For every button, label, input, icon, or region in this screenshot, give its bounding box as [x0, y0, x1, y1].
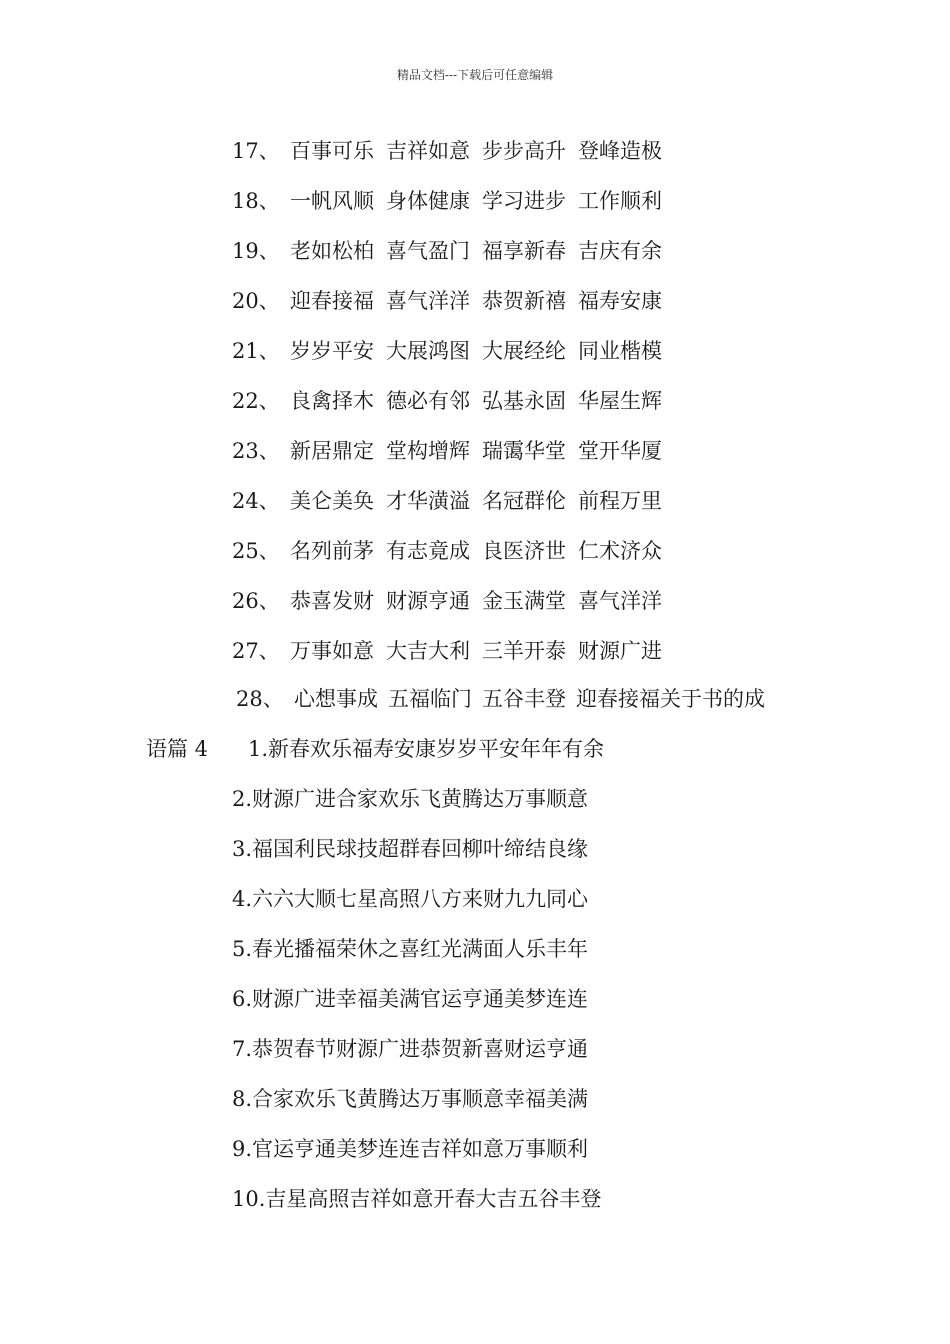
- phrase: 华屋生辉: [578, 389, 662, 413]
- phrase: 五福临门: [388, 687, 472, 711]
- list-item: [232, 484, 674, 534]
- list-item: [232, 284, 674, 334]
- phrase: 恭喜发财: [290, 589, 374, 613]
- phrase: 才华潢溢: [386, 489, 470, 513]
- page-header: 精品文档---下载后可任意编辑: [396, 68, 554, 82]
- phrase: 美仑美奂: [290, 489, 374, 513]
- item-number: 25、: [232, 539, 280, 563]
- phrase: 喜气盈门: [386, 239, 470, 263]
- phrase: 身体健康: [386, 189, 470, 213]
- phrase: 迎春接福: [576, 687, 660, 711]
- phrase: 福寿安康: [578, 289, 662, 313]
- list-item: [232, 184, 674, 234]
- list-item: [232, 384, 674, 434]
- phrase: 有志竟成: [386, 539, 470, 563]
- list-item: 6.财源广进幸福美满官运亨通美梦连连: [232, 987, 589, 1011]
- item-number: 26、: [232, 589, 280, 613]
- item-number: 27、: [232, 639, 280, 663]
- blessing-list-numbered: [232, 134, 674, 684]
- list-item: 7.恭贺春节财源广进恭贺新喜财运亨通: [232, 1037, 589, 1061]
- phrase: 吉庆有余: [578, 239, 662, 263]
- list-item: [232, 334, 674, 384]
- list-item: 3.福国利民球技超群春回柳叶缔结良缘: [232, 837, 589, 861]
- phrase: 五谷丰登: [482, 687, 566, 711]
- phrase: 堂开华厦: [578, 439, 662, 463]
- list-item: [232, 434, 674, 484]
- item-number: 21、: [232, 339, 280, 363]
- phrase: 喜气洋洋: [578, 589, 662, 613]
- phrase: 德必有邻: [386, 389, 470, 413]
- phrase: 财源广进: [578, 639, 662, 663]
- phrase: 名列前茅: [290, 539, 374, 563]
- list-item: [232, 234, 674, 284]
- phrase: 良医济世: [482, 539, 566, 563]
- section-heading-fragment: 关于书的成: [660, 687, 765, 711]
- phrase: 老如松柏: [290, 239, 374, 263]
- phrase: 万事如意: [290, 639, 374, 663]
- phrase: 仁术济众: [578, 539, 662, 563]
- phrase: 金玉满堂: [482, 589, 566, 613]
- list-item: [232, 134, 674, 184]
- phrase: 一帆风顺: [290, 189, 374, 213]
- list-item: 1.新春欢乐福寿安康岁岁平安年年有余: [248, 737, 605, 761]
- item-number: 24、: [232, 489, 280, 513]
- phrase: 福享新春: [482, 239, 566, 263]
- item-number: 17、: [232, 139, 280, 163]
- list-item: [232, 534, 674, 584]
- item-number: 19、: [232, 239, 280, 263]
- phrase: 百事可乐: [290, 139, 374, 163]
- phrase: 前程万里: [578, 489, 662, 513]
- item-number: 20、: [232, 289, 280, 313]
- item-number: 22、: [232, 389, 280, 413]
- item-number: 23、: [232, 439, 280, 463]
- list-item: [232, 584, 674, 634]
- phrase: 弘基永固: [482, 389, 566, 413]
- phrase: 工作顺利: [578, 189, 662, 213]
- list-item: 8.合家欢乐飞黄腾达万事顺意幸福美满: [232, 1087, 589, 1111]
- phrase: 大展经纶: [482, 339, 566, 363]
- phrase: 岁岁平安: [290, 339, 374, 363]
- article-label: 语篇 4: [146, 737, 209, 761]
- list-item: 2.财源广进合家欢乐飞黄腾达万事顺意: [232, 787, 589, 811]
- list-item: 10.吉星高照吉祥如意开春大吉五谷丰登: [232, 1187, 602, 1211]
- phrase: 学习进步: [482, 189, 566, 213]
- list-item-28: [236, 682, 765, 716]
- phrase: 三羊开泰: [482, 639, 566, 663]
- phrase: 心想事成: [294, 687, 378, 711]
- phrase: 大展鸿图: [386, 339, 470, 363]
- list-item: 5.春光播福荣休之喜红光满面人乐丰年: [232, 937, 589, 961]
- phrase: 财源亨通: [386, 589, 470, 613]
- phrase: 同业楷模: [578, 339, 662, 363]
- phrase: 大吉大利: [386, 639, 470, 663]
- phrase: 堂构增辉: [386, 439, 470, 463]
- phrase: 迎春接福: [290, 289, 374, 313]
- phrase: 步步高升: [482, 139, 566, 163]
- phrase: 新居鼎定: [290, 439, 374, 463]
- phrase: 恭贺新禧: [482, 289, 566, 313]
- list-item: [232, 634, 674, 684]
- phrase: 吉祥如意: [386, 139, 470, 163]
- phrase: 喜气洋洋: [386, 289, 470, 313]
- list-item: 9.官运亨通美梦连连吉祥如意万事顺利: [232, 1137, 589, 1161]
- blessing-list-couplets: [232, 782, 601, 1232]
- phrase: 良禽择木: [290, 389, 374, 413]
- list-item: 4.六六大顺七星高照八方来财九九同心: [232, 887, 589, 911]
- item-number: 28、: [236, 687, 284, 711]
- phrase: 名冠群伦: [482, 489, 566, 513]
- phrase: 瑞霭华堂: [482, 439, 566, 463]
- phrase: 登峰造极: [578, 139, 662, 163]
- item-number: 18、: [232, 189, 280, 213]
